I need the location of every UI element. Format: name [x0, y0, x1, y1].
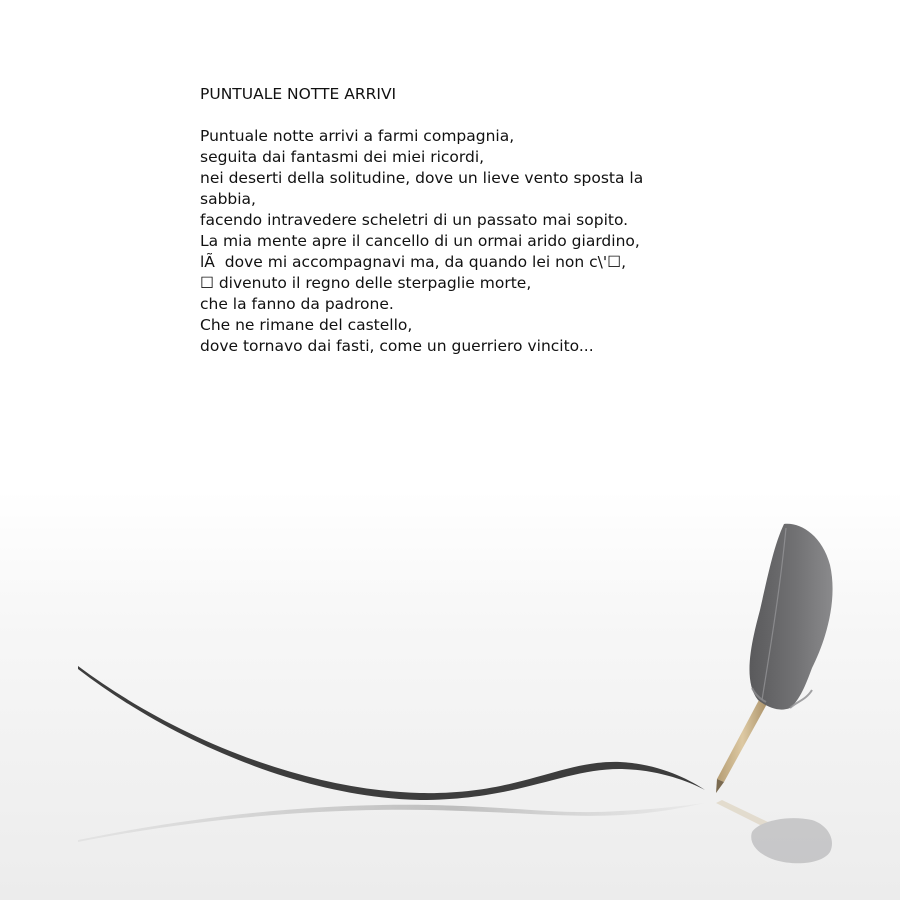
poem-line: nei deserti della solitudine, dove un lieve vento sposta la sabbia,	[200, 169, 644, 208]
poem-line: ☐ divenuto il regno delle sterpaglie morte,	[200, 274, 532, 292]
quill-reflection	[716, 800, 832, 863]
ink-stroke-reflection	[78, 803, 705, 842]
ink-stroke	[78, 666, 705, 800]
quill-shaft	[717, 698, 768, 782]
poem-title: PUNTUALE NOTTE ARRIVI	[200, 85, 397, 103]
poem-line: La mia mente apre il cancello di un ormai arido giardino,	[200, 232, 640, 250]
poem-line: che la fanno da padrone.	[200, 295, 394, 313]
poem-body	[200, 126, 700, 357]
quill-pen-icon	[0, 500, 900, 900]
poem-block	[200, 84, 700, 357]
poem-line: dove tornavo dai fasti, come un guerriero vincito...	[200, 337, 594, 355]
poem-line: Puntuale notte arrivi a farmi compagnia,	[200, 127, 515, 145]
poem-line: Che ne rimane del castello,	[200, 316, 413, 334]
poem-line: seguita dai fantasmi dei miei ricordi,	[200, 148, 485, 166]
quill-feather	[749, 524, 832, 710]
poem-line: facendo intravedere scheletri di un passato mai sopito.	[200, 211, 629, 229]
poem-line: lÃ dove mi accompagnavi ma, da quando lei non c\'☐,	[200, 253, 626, 271]
